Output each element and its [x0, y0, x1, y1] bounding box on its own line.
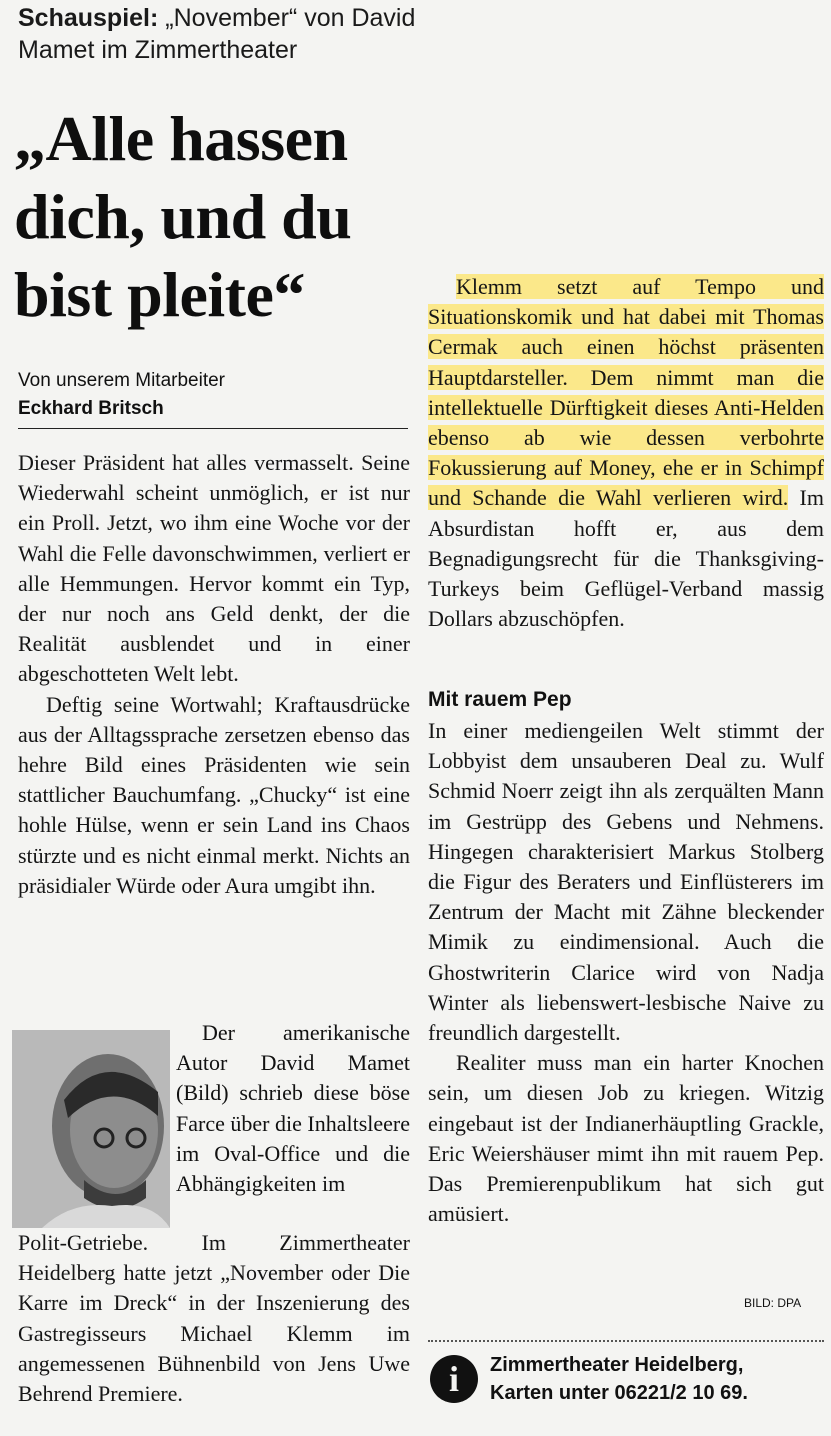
article-column-right-bottom	[428, 716, 824, 1229]
headline: „Alle hassen dich, und du bist pleite“	[14, 103, 352, 330]
byline-line: Von unserem Mitarbeiter	[18, 370, 225, 391]
article-column-left-bottom	[18, 1228, 410, 1409]
byline	[18, 367, 408, 423]
paragraph-3-wrapped: Der amerikanische Autor David Mamet (Bild) schrieb diese böse Farce über die Inhaltsleere im Oval-Office und die Abhängigkeiten im	[176, 1020, 410, 1197]
paragraph-2: Deftig seine Wortwahl; Kraftausdrücke aus der Alltagssprache zersetzen ebenso das hehre Bild eines Präsidenten wie sein stattlicher Bauchumfang. „Chucky“ ist eine hohle Hülse, wenn er sein Land ins Chaos stürzte und es nicht einmal merkt. Nichts an präsidialer Würde oder Aura umgibt ihn.	[18, 691, 410, 898]
byline-divider	[18, 428, 408, 429]
author-photo	[12, 1030, 170, 1228]
paragraph-6: Realiter muss man ein harter Knochen sein, um diesen Job zu kriegen. Witzig eingebaut ist der Indianerhäuptling Grackle, Eric Weiershäuser mimt ihn mit rauem Pep. Das Premierenpublikum hat sich gut amüsiert.	[428, 1050, 824, 1227]
info-box	[490, 1351, 820, 1407]
highlighted-passage: Klemm setzt auf Tempo und Situationskomik und hat dabei mit Thomas Cermak auch einen höchst präsenten Hauptdarsteller. Dem nimmt man die intellektuelle Dürftigkeit dieses Anti-Helden ebenso ab wie dessen verbohrte Fokussierung auf Money, ehe er in Schimpf und Schande die Wahl verlieren wird.	[428, 274, 824, 511]
paragraph-4	[428, 272, 824, 634]
kicker-text: „November“ von David Mamet im Zimmertheater	[18, 4, 416, 64]
article-column-right	[428, 272, 824, 634]
info-icon: i	[430, 1355, 478, 1403]
article-kicker	[18, 2, 418, 66]
info-divider	[428, 1340, 824, 1342]
portrait-image	[12, 1030, 170, 1228]
paragraph-1: Dieser Präsident hat alles vermasselt. Seine Wiederwahl scheint unmöglich, er ist nur ein Proll. Jetzt, wo ihm eine Woche vor der Wahl die Felle davonschwimmen, verliert er alle Hemmungen. Hervor kommt ein Typ, der nur noch ans Geld denkt, der die Realität ausblendet und in einer abgeschotteten Welt lebt.	[18, 450, 410, 687]
photo-credit: BILD: DPA	[744, 1296, 802, 1310]
byline-author: Eckhard Britsch	[18, 398, 164, 419]
subheading: Mit rauem Pep	[428, 688, 572, 711]
paragraph-5: In einer mediengeilen Welt stimmt der Lobbyist dem unsauberen Deal zu. Wulf Schmid Noerr zeigt ihn als zerquälten Mann im Gestrüpp des Gebens und Nehmens. Hingegen charakterisiert Markus Stolberg die Figur des Beraters und Einflüsterers im Zentrum der Macht mit Zähne bleckender Mimik zu eindimensional. Auch die Ghostwriterin Clarice wird von Nadja Winter als liebenswert-lesbische Naive zu freundlich dargestellt.	[428, 718, 824, 1046]
info-line-2: Karten unter 06221/2 10 69.	[490, 1382, 748, 1404]
kicker-label: Schauspiel:	[18, 4, 159, 32]
article-column-left	[18, 448, 410, 901]
info-line-1: Zimmertheater Heidelberg,	[490, 1354, 744, 1376]
paragraph-3-rest: Polit-Getriebe. Im Zimmertheater Heidelberg hatte jetzt „November oder Die Karre im Dreck“ in der Inszenierung des Gastregisseurs Michael Klemm im angemessenen Bühnenbild von Jens Uwe Behrend Premiere.	[18, 1230, 410, 1407]
paragraph-4-rest: Im Absurdistan hofft er, aus dem Begnadigungsrecht für die Thanksgiving-Turkeys beim Geflügel-Verband massig Dollars abzuschöpfen.	[428, 485, 824, 632]
